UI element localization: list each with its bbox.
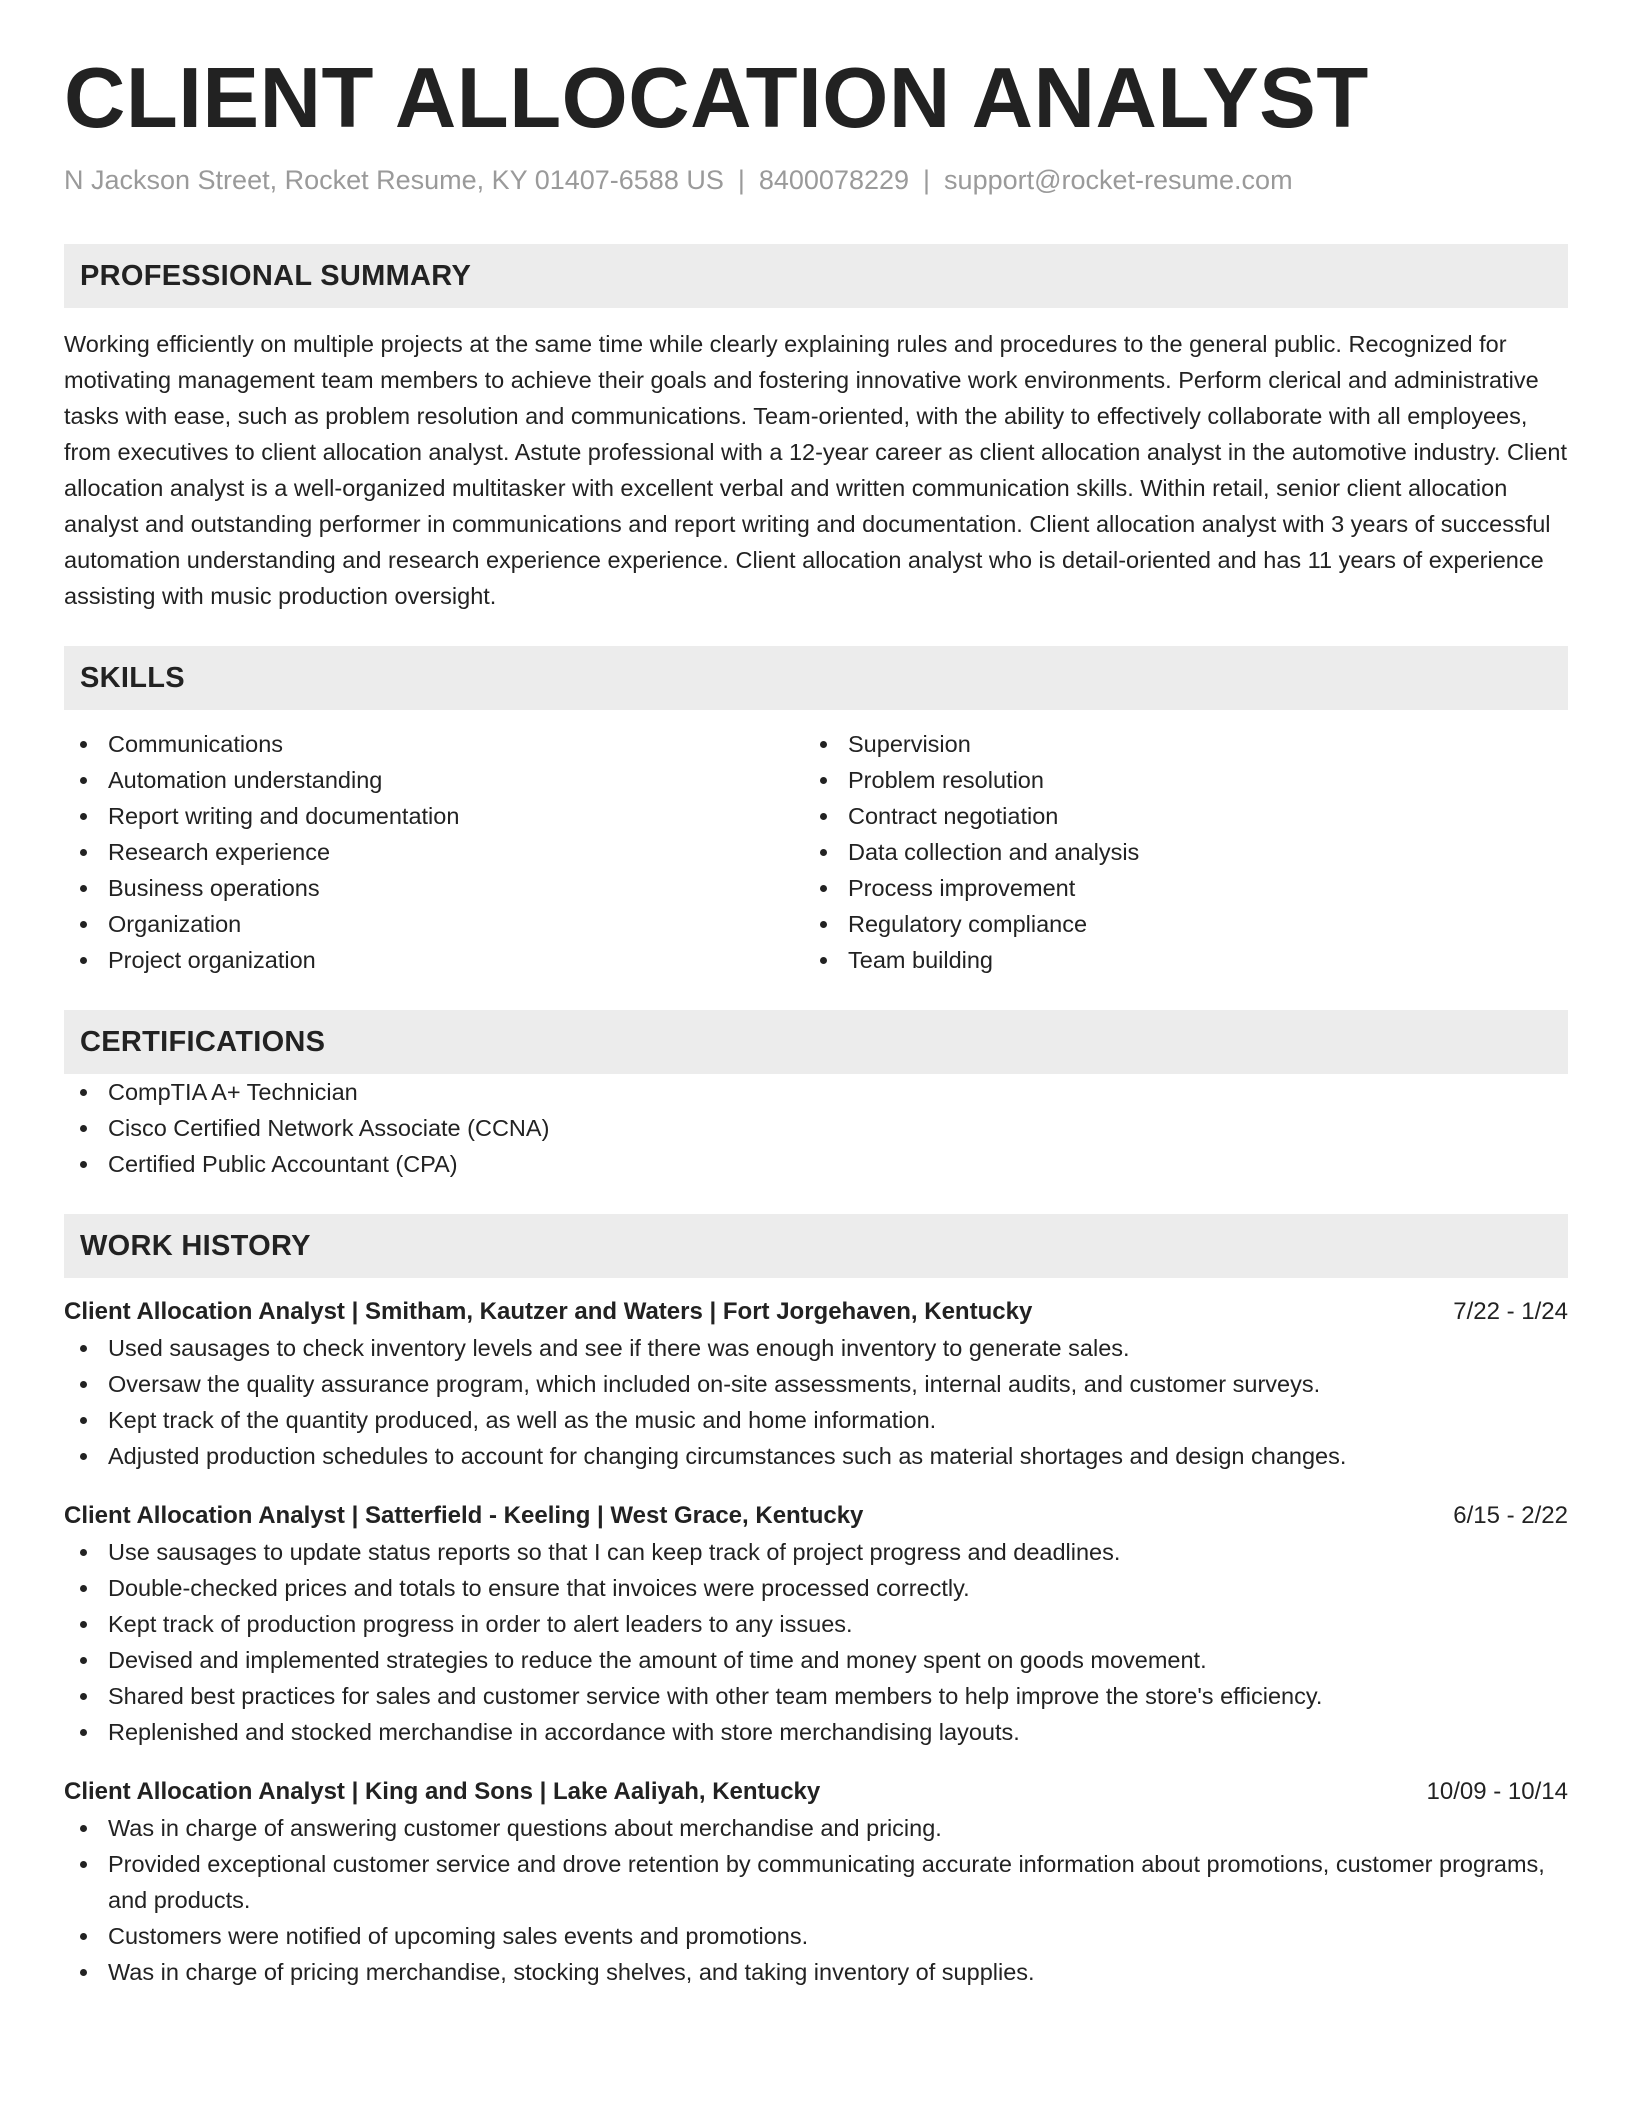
job-bullet: Provided exceptional customer service and drove retention by communicating accurate information about promotions, customer programs, and products.: [64, 1846, 1568, 1918]
skills-list-left: [64, 726, 804, 978]
job-title-row: [64, 1498, 1568, 1534]
certification-item: Certified Public Accountant (CPA): [64, 1146, 1568, 1182]
certification-item: CompTIA A+ Technician: [64, 1074, 1568, 1110]
skill-item: Contract negotiation: [804, 798, 1544, 834]
skill-item: Research experience: [64, 834, 804, 870]
job-bullet: Use sausages to update status reports so that I can keep track of project progress and deadlines.: [64, 1534, 1568, 1570]
job-entry: [64, 1774, 1568, 1990]
job-bullet: Oversaw the quality assurance program, which included on-site assessments, internal audits, and customer surveys.: [64, 1366, 1568, 1402]
job-bullet: Adjusted production schedules to account for changing circumstances such as material shortages and design changes.: [64, 1438, 1568, 1474]
skills-list-right: [804, 726, 1544, 978]
job-bullet: Kept track of production progress in order to alert leaders to any issues.: [64, 1606, 1568, 1642]
certifications-list: [64, 1074, 1568, 1182]
section-header-skills: SKILLS: [64, 646, 1568, 710]
job-entry: [64, 1498, 1568, 1750]
section-header-work-history: WORK HISTORY: [64, 1214, 1568, 1278]
skill-item: Report writing and documentation: [64, 798, 804, 834]
job-bullet: Customers were notified of upcoming sales events and promotions.: [64, 1918, 1568, 1954]
skill-item: Organization: [64, 906, 804, 942]
skill-item: Supervision: [804, 726, 1544, 762]
skills-column-left: [64, 726, 804, 978]
professional-summary-text: Working efficiently on multiple projects at the same time while clearly explaining rules and procedures to the general public. Recognized for motivating management team members to achieve their goals and fostering innovative work environments. Perform clerical and administrative tasks with ease, such as problem resolution and communications. Team-oriented, with the ability to effectively collaborate with all employees, from executives to client allocation analyst. Astute professional with a 12-year career as client allocation analyst in the automotive industry. Client allocation analyst is a well-organized multitasker with excellent verbal and written communication skills. Within retail, senior client allocation analyst and outstanding performer in communications and report writing and documentation. Client allocation analyst with 3 years of successful automation understanding and research experience experience. Client allocation analyst who is detail-oriented and has 11 years of experience assisting with music production oversight.: [64, 331, 1568, 609]
contact-separator: |: [923, 165, 931, 195]
job-bullet-list: [64, 1810, 1568, 1990]
skill-item: Business operations: [64, 870, 804, 906]
job-entry: [64, 1294, 1568, 1474]
job-title: Client Allocation Analyst | Smitham, Kautzer and Waters | Fort Jorgehaven, Kentucky: [64, 1298, 1033, 1325]
job-bullet: Shared best practices for sales and customer service with other team members to help improve the store's efficiency.: [64, 1678, 1568, 1714]
skill-item: Project organization: [64, 942, 804, 978]
skill-item: Communications: [64, 726, 804, 762]
job-bullet: Was in charge of pricing merchandise, stocking shelves, and taking inventory of supplies.: [64, 1954, 1568, 1990]
skills-column-right: [804, 726, 1544, 978]
skill-item: Regulatory compliance: [804, 906, 1544, 942]
job-bullet: Replenished and stocked merchandise in accordance with store merchandising layouts.: [64, 1714, 1568, 1750]
skill-item: Team building: [804, 942, 1544, 978]
job-title-row: [64, 1294, 1568, 1330]
job-title-row: [64, 1774, 1568, 1810]
job-title: Client Allocation Analyst | Satterfield - Keeling | West Grace, Kentucky: [64, 1502, 864, 1529]
candidate-name: CLIENT ALLOCATION ANALYST: [64, 51, 1369, 146]
section-header-professional-summary: PROFESSIONAL SUMMARY: [64, 244, 1568, 308]
skill-item: Data collection and analysis: [804, 834, 1544, 870]
contact-separator: |: [737, 165, 745, 195]
contact-line: [64, 167, 1568, 194]
contact-address: N Jackson Street, Rocket Resume, KY 01407-6588 US: [64, 165, 724, 195]
job-bullet: Kept track of the quantity produced, as well as the music and home information.: [64, 1402, 1568, 1438]
job-dates: 6/15 - 2/22: [1453, 1502, 1568, 1529]
job-bullet-list: [64, 1330, 1568, 1474]
job-bullet: Devised and implemented strategies to reduce the amount of time and money spent on goods movement.: [64, 1642, 1568, 1678]
skills-grid: [64, 726, 1568, 978]
skill-item: Problem resolution: [804, 762, 1544, 798]
certification-item: Cisco Certified Network Associate (CCNA): [64, 1110, 1568, 1146]
job-title: Client Allocation Analyst | King and Sons | Lake Aaliyah, Kentucky: [64, 1778, 821, 1805]
skill-item: Process improvement: [804, 870, 1544, 906]
job-bullet: Used sausages to check inventory levels and see if there was enough inventory to generate sales.: [64, 1330, 1568, 1366]
skill-item: Automation understanding: [64, 762, 804, 798]
job-bullet: Was in charge of answering customer questions about merchandise and pricing.: [64, 1810, 1568, 1846]
job-dates: 10/09 - 10/14: [1426, 1778, 1568, 1805]
contact-email: support@rocket-resume.com: [944, 165, 1293, 195]
contact-phone: 8400078229: [758, 165, 910, 195]
job-bullet: Double-checked prices and totals to ensure that invoices were processed correctly.: [64, 1570, 1568, 1606]
job-dates: 7/22 - 1/24: [1453, 1298, 1568, 1325]
job-bullet-list: [64, 1534, 1568, 1750]
section-header-certifications: CERTIFICATIONS: [64, 1010, 1568, 1074]
